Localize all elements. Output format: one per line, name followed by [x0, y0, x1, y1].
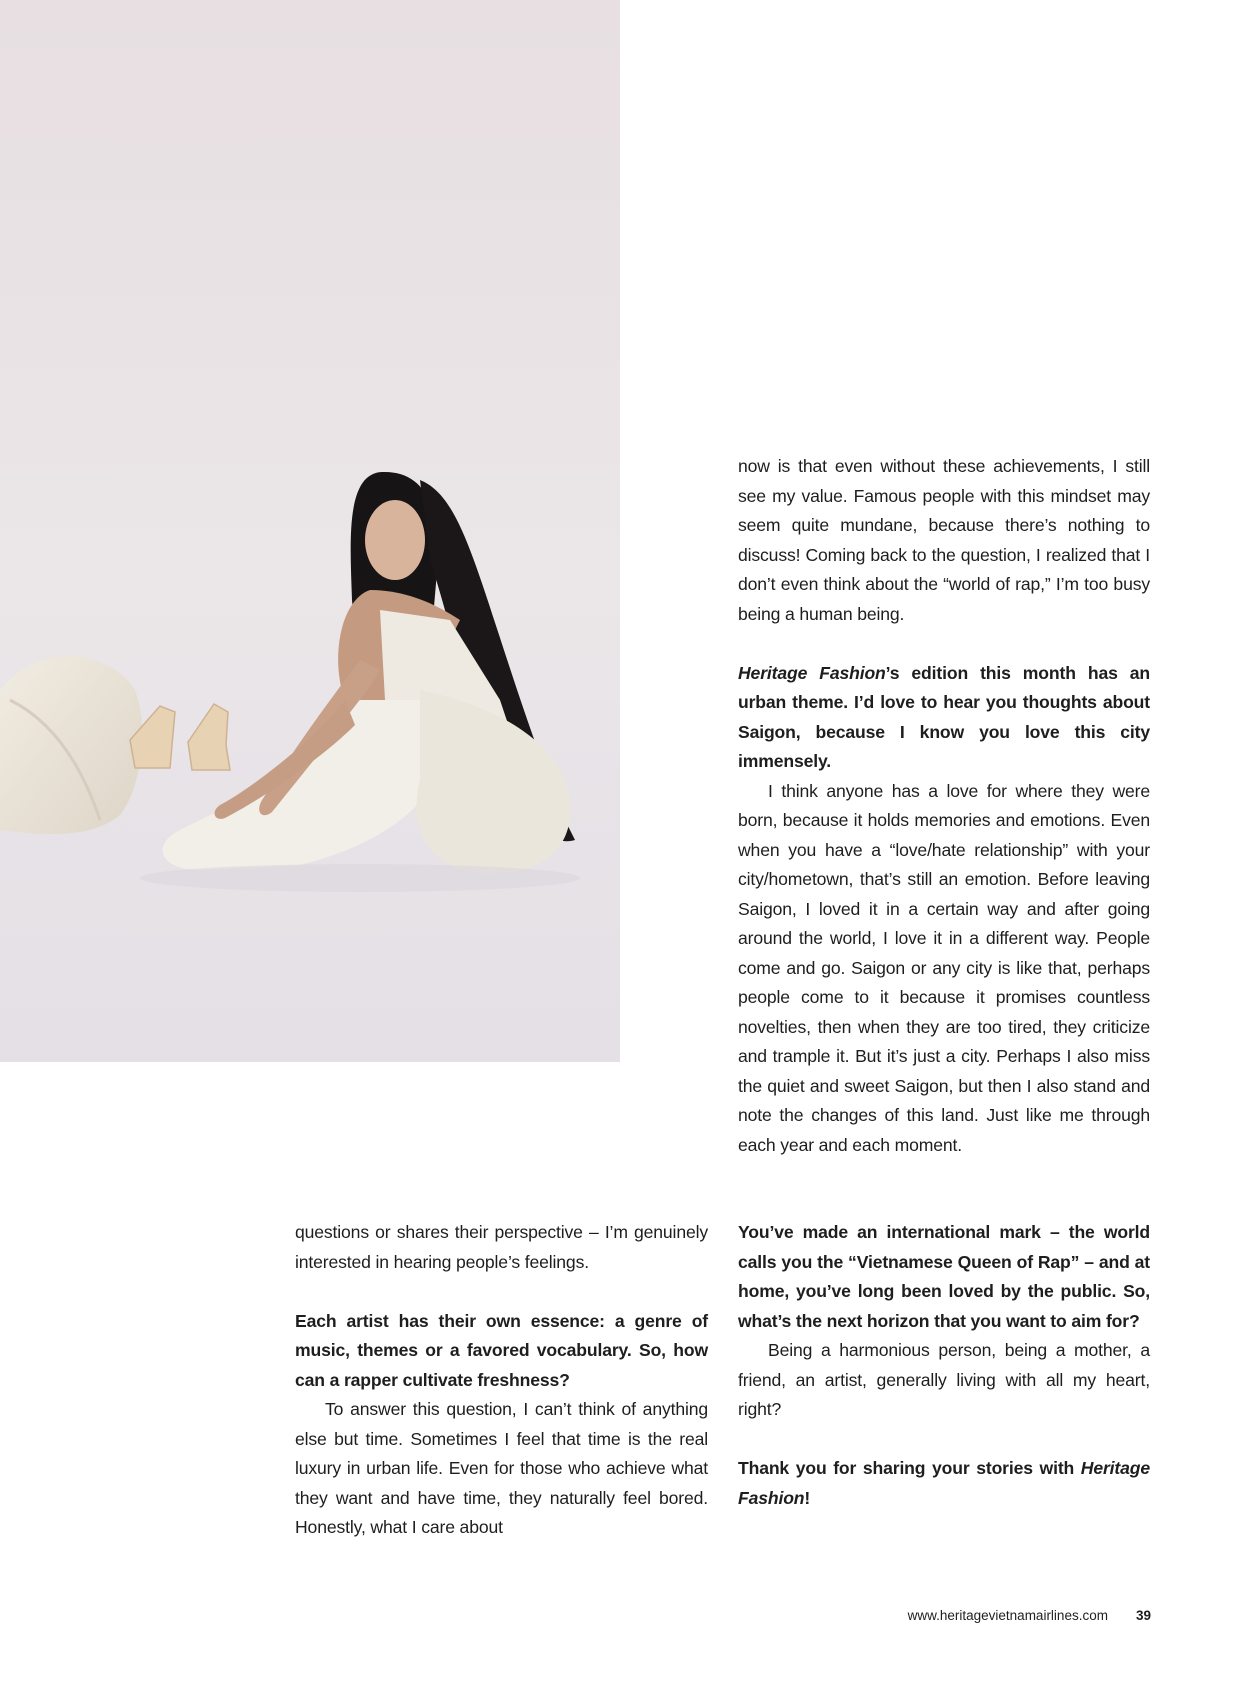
- interview-answer: To answer this question, I can’t think of anything else but time. Sometimes I feel that time is the real luxury in urban life. Even for those who achieve what they want and have time, they naturally feel bored. Honestly, what I care about: [295, 1399, 708, 1537]
- answer-continuation: now is that even without these achievements, I still see my value. Famous people with this mindset may seem quite mundane, because there’s nothing to discuss! Coming back to the question, I realized that I don’t even think about the “world of rap,” I’m too busy being a human being.: [738, 456, 1150, 624]
- magazine-name: Heritage Fashion: [738, 1458, 1150, 1508]
- interview-question: [738, 659, 1150, 777]
- page-footer: [908, 1608, 1151, 1623]
- interview-question: You’ve made an international mark – the world calls you the “Vietnamese Queen of Rap” – and at home, you’ve long been loved by the public. So, what’s the next horizon that you want to aim for?: [738, 1222, 1150, 1331]
- answer-continuation: questions or shares their perspective – I’m genuinely interested in hearing people’s feelings.: [295, 1222, 708, 1272]
- left-column-bottom: [295, 1218, 708, 1543]
- interview-answer: Being a harmonious person, being a mother, a friend, an artist, generally living with all my heart, right?: [738, 1340, 1150, 1419]
- right-column-top: [738, 452, 1150, 1160]
- magazine-name: Heritage Fashion: [738, 662, 886, 683]
- interview-answer: I think anyone has a love for where they were born, because it holds memories and emotions. Even when you have a “love/hate relationship” with your city/hometown, that’s still an emotion. Before leaving Saigon, I loved it in a certain way and after going around the world, I love it in a different way. People come and go. Saigon or any city is like that, perhaps people come to it because it promises countless novelties, then when they are too tired, they criticize and trample it. But it’s just a city. Perhaps I also miss the quiet and sweet Saigon, but then I also stand and note the changes of this land. Just like me through each year and each moment.: [738, 780, 1150, 1155]
- closing-thanks: Thank you for sharing your stories with Heritage Fashion!: [738, 1458, 1150, 1508]
- interview-question: Each artist has their own essence: a genre of music, themes or a favored vocabulary. So, how can a rapper cultivate freshness?: [295, 1310, 708, 1390]
- website-url[interactable]: www.heritagevietnamairlines.com: [907, 1608, 1108, 1623]
- question-text: ’s edition this month has an urban theme. I’d love to hear you thoughts about Saigon, because I know you love this city immensely.: [738, 662, 1150, 771]
- portrait-photo: [0, 0, 620, 1062]
- page-number: 39: [1135, 1608, 1151, 1623]
- photo-illustration: [0, 0, 620, 1062]
- right-column-bottom: [738, 1218, 1150, 1513]
